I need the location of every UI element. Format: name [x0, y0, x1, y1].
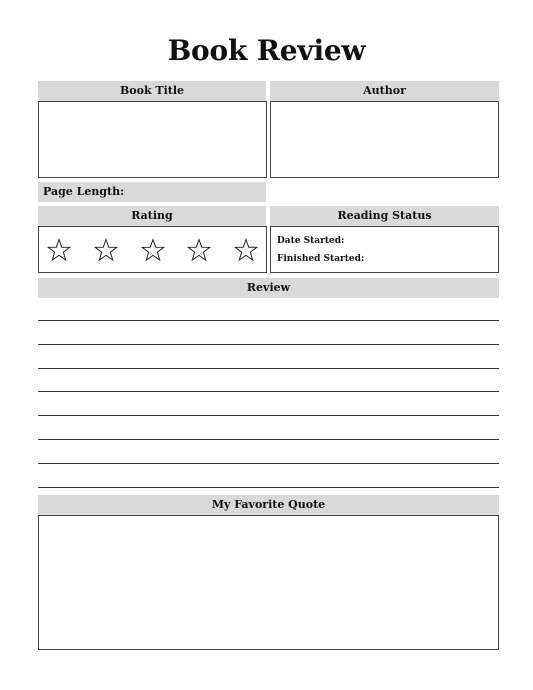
book-title-field[interactable] [38, 101, 267, 178]
review-line[interactable] [38, 463, 499, 464]
star-outline-icon[interactable] [187, 238, 211, 262]
page-length-field[interactable] [38, 182, 266, 202]
author-field[interactable] [270, 101, 499, 178]
star-outline-icon[interactable] [47, 238, 71, 262]
review-line[interactable] [38, 368, 499, 369]
rating-header: Rating [38, 206, 266, 226]
favorite-quote-header: My Favorite Quote [38, 495, 499, 515]
favorite-quote-field[interactable] [38, 515, 499, 650]
star-outline-icon[interactable] [234, 238, 258, 262]
reading-status-header: Reading Status [270, 206, 499, 226]
book-title-header: Book Title [38, 81, 266, 101]
review-line[interactable] [38, 391, 499, 392]
rating-box [38, 226, 267, 273]
review-line[interactable] [38, 320, 499, 321]
star-rating [39, 227, 266, 272]
star-outline-icon[interactable] [141, 238, 165, 262]
date-started-label: Date Started: [277, 236, 345, 246]
star-outline-icon[interactable] [94, 238, 118, 262]
author-header: Author [270, 81, 499, 101]
review-header: Review [38, 278, 499, 298]
reading-status-box[interactable] [270, 226, 499, 273]
page-length-label: Page Length: [43, 185, 125, 198]
review-line[interactable] [38, 344, 499, 345]
review-line[interactable] [38, 487, 499, 488]
page-title: Book Review [167, 34, 366, 67]
review-line[interactable] [38, 415, 499, 416]
review-line[interactable] [38, 439, 499, 440]
finished-started-label: Finished Started: [277, 254, 365, 264]
